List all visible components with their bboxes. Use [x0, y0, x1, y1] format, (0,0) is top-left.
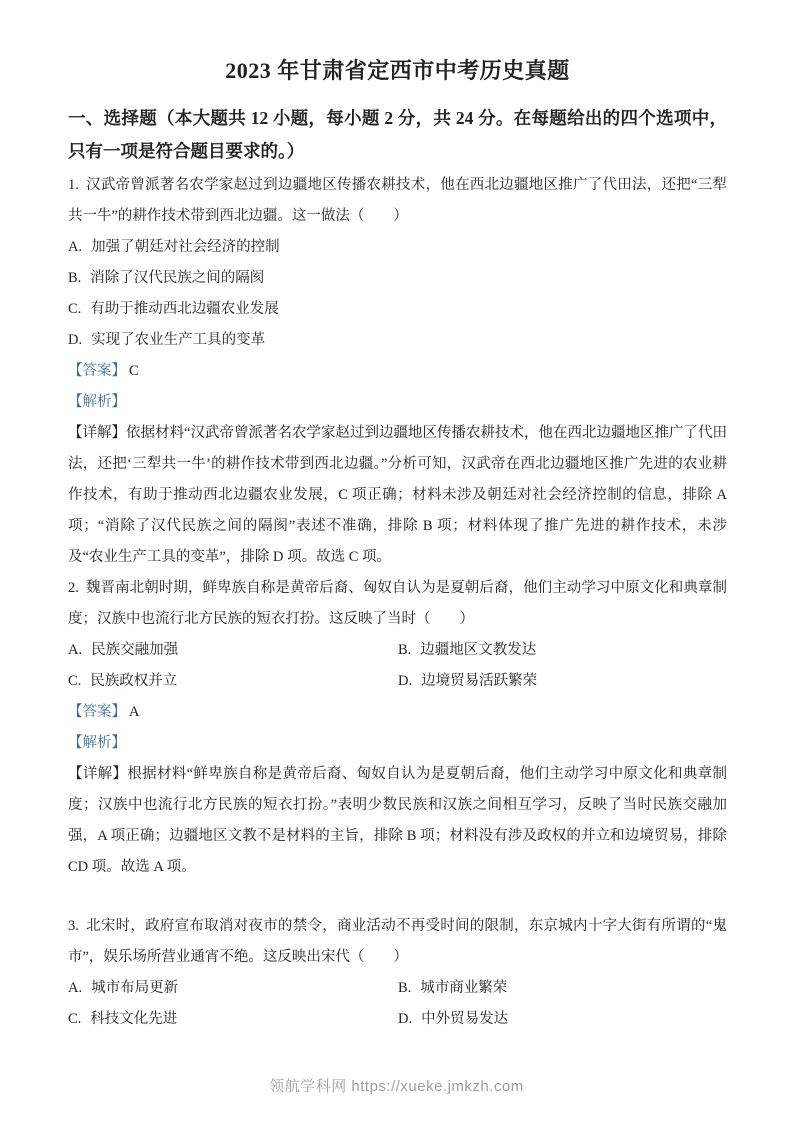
- question-3-options: [68, 973, 727, 1035]
- question-2-option-c: [68, 666, 398, 697]
- option-text: 民族交融加强: [91, 642, 179, 658]
- question-1-detail: [68, 418, 727, 573]
- question-1-stem-text: 汉武帝曾派著名农学家赵过到边疆地区传播农耕技术，他在西北边疆地区推广了代田法，还把“三犁共一牛”的耕作技术带到西北边疆。这一做法（ ）: [68, 177, 727, 224]
- option-text: 消除了汉代民族之间的隔阂: [90, 270, 265, 286]
- question-2-number: 2.: [68, 580, 79, 596]
- question-2-stem-text: 魏晋南北朝时期，鲜卑族自称是黄帝后裔、匈奴自认为是夏朝后裔，他们主动学习中原文化和典章制度；汉族中也流行北方民族的短衣打扮。这反映了当时（ ）: [68, 580, 727, 627]
- option-text: 民族政权并立: [90, 673, 178, 689]
- answer-value: A: [129, 704, 140, 720]
- option-text: 中外贸易发达: [421, 1011, 509, 1027]
- option-text: 城市布局更新: [91, 980, 179, 996]
- watermark-footer: 领航学科网 https://xueke.jmkzh.com: [269, 1078, 524, 1095]
- answer-value: C: [129, 363, 139, 379]
- analysis-label: 【解析】: [68, 394, 126, 410]
- question-1-option-d: [68, 325, 727, 356]
- question-1-option-c: [68, 294, 727, 325]
- option-text: 有助于推动西北边疆农业发展: [90, 301, 279, 317]
- option-key: B.: [68, 270, 82, 286]
- option-key: A.: [68, 980, 83, 996]
- detail-label: 【详解】: [68, 766, 128, 782]
- option-text: 科技文化先进: [90, 1011, 178, 1027]
- option-key: C.: [68, 673, 82, 689]
- answer-label: 【答案】: [68, 704, 126, 720]
- question-3: [68, 911, 727, 1035]
- section-header: 一、选择题（本大题共 12 小题，每小题 2 分，共 24 分。在每题给出的四个选项中，只有一项是符合题目要求的。）: [68, 108, 727, 161]
- question-1-option-a: [68, 232, 727, 263]
- question-3-number: 3.: [68, 918, 79, 934]
- question-3-option-b: [398, 973, 727, 1004]
- option-key: A.: [68, 642, 83, 658]
- question-1-options: [68, 232, 727, 356]
- question-3-option-c: [68, 1004, 398, 1035]
- question-3-stem: [68, 911, 727, 973]
- option-key: B.: [398, 980, 412, 996]
- option-key: B.: [398, 642, 412, 658]
- question-3-option-d: [398, 1004, 727, 1035]
- question-1-answer-line: [68, 356, 727, 387]
- question-1-option-b: [68, 263, 727, 294]
- option-text: 城市商业繁荣: [420, 980, 508, 996]
- option-key: A.: [68, 239, 83, 255]
- question-1-analysis-line: [68, 387, 727, 418]
- question-2-stem: [68, 573, 727, 635]
- option-text: 实现了农业生产工具的变革: [91, 332, 266, 348]
- question-2: [68, 573, 727, 883]
- page-title: 2023 年甘肃省定西市中考历史真题: [225, 58, 570, 83]
- option-key: C.: [68, 301, 82, 317]
- question-2-detail: [68, 759, 727, 883]
- question-3-option-a: [68, 973, 398, 1004]
- question-2-option-a: [68, 635, 398, 666]
- detail-text: 根据材料“鲜卑族自称是黄帝后裔、匈奴自认为是夏朝后裔，他们主动学习中原文化和典章制度；汉族中也流行北方民族的短衣打扮。”表明少数民族和汉族之间相互学习，反映了当时民族交融加强，A 项正确；边疆地区文教不是材料的主旨，排除 B 项；材料没有涉及政权的并立和边境贸易，排除 CD 项。故选 A 项。: [68, 766, 727, 875]
- option-text: 边疆地区文教发达: [420, 642, 537, 658]
- question-1-number: 1.: [68, 177, 79, 193]
- question-1-stem: [68, 170, 727, 232]
- answer-label: 【答案】: [68, 363, 126, 379]
- option-key: D.: [398, 1011, 413, 1027]
- question-3-stem-text: 北宋时，政府宣布取消对夜市的禁令，商业活动不再受时间的限制，东京城内十字大街有所谓的“鬼市”，娱乐场所营业通宵不绝。这反映出宋代（ ）: [68, 918, 727, 965]
- option-key: D.: [68, 332, 83, 348]
- question-2-option-b: [398, 635, 727, 666]
- analysis-label: 【解析】: [68, 735, 126, 751]
- question-2-analysis-line: [68, 728, 727, 759]
- detail-label: 【详解】: [68, 425, 127, 441]
- question-2-options: [68, 635, 727, 697]
- option-text: 加强了朝廷对社会经济的控制: [91, 239, 280, 255]
- detail-text: 依据材料“汉武帝曾派著名农学家赵过到边疆地区传播农耕技术，他在西北边疆地区推广了代田法，还把‘三犁共一牛’的耕作技术带到西北边疆。”分析可知，汉武帝在西北边疆地区推广先进的农业耕作技术，有助于推动西北边疆农业发展，C 项正确；材料未涉及朝廷对社会经济控制的信息，排除 A 项；“消除了汉代民族之间的隔阂”表述不准确，排除 B 项；材料体现了推广先进的耕作技术，未涉及“农业生产工具的变革”，排除 D 项。故选 C 项。: [68, 425, 728, 565]
- question-1: [68, 170, 727, 573]
- question-2-option-d: [398, 666, 727, 697]
- option-key: D.: [398, 673, 413, 689]
- option-text: 边境贸易活跃繁荣: [421, 673, 538, 689]
- option-key: C.: [68, 1011, 82, 1027]
- question-2-answer-line: [68, 697, 727, 728]
